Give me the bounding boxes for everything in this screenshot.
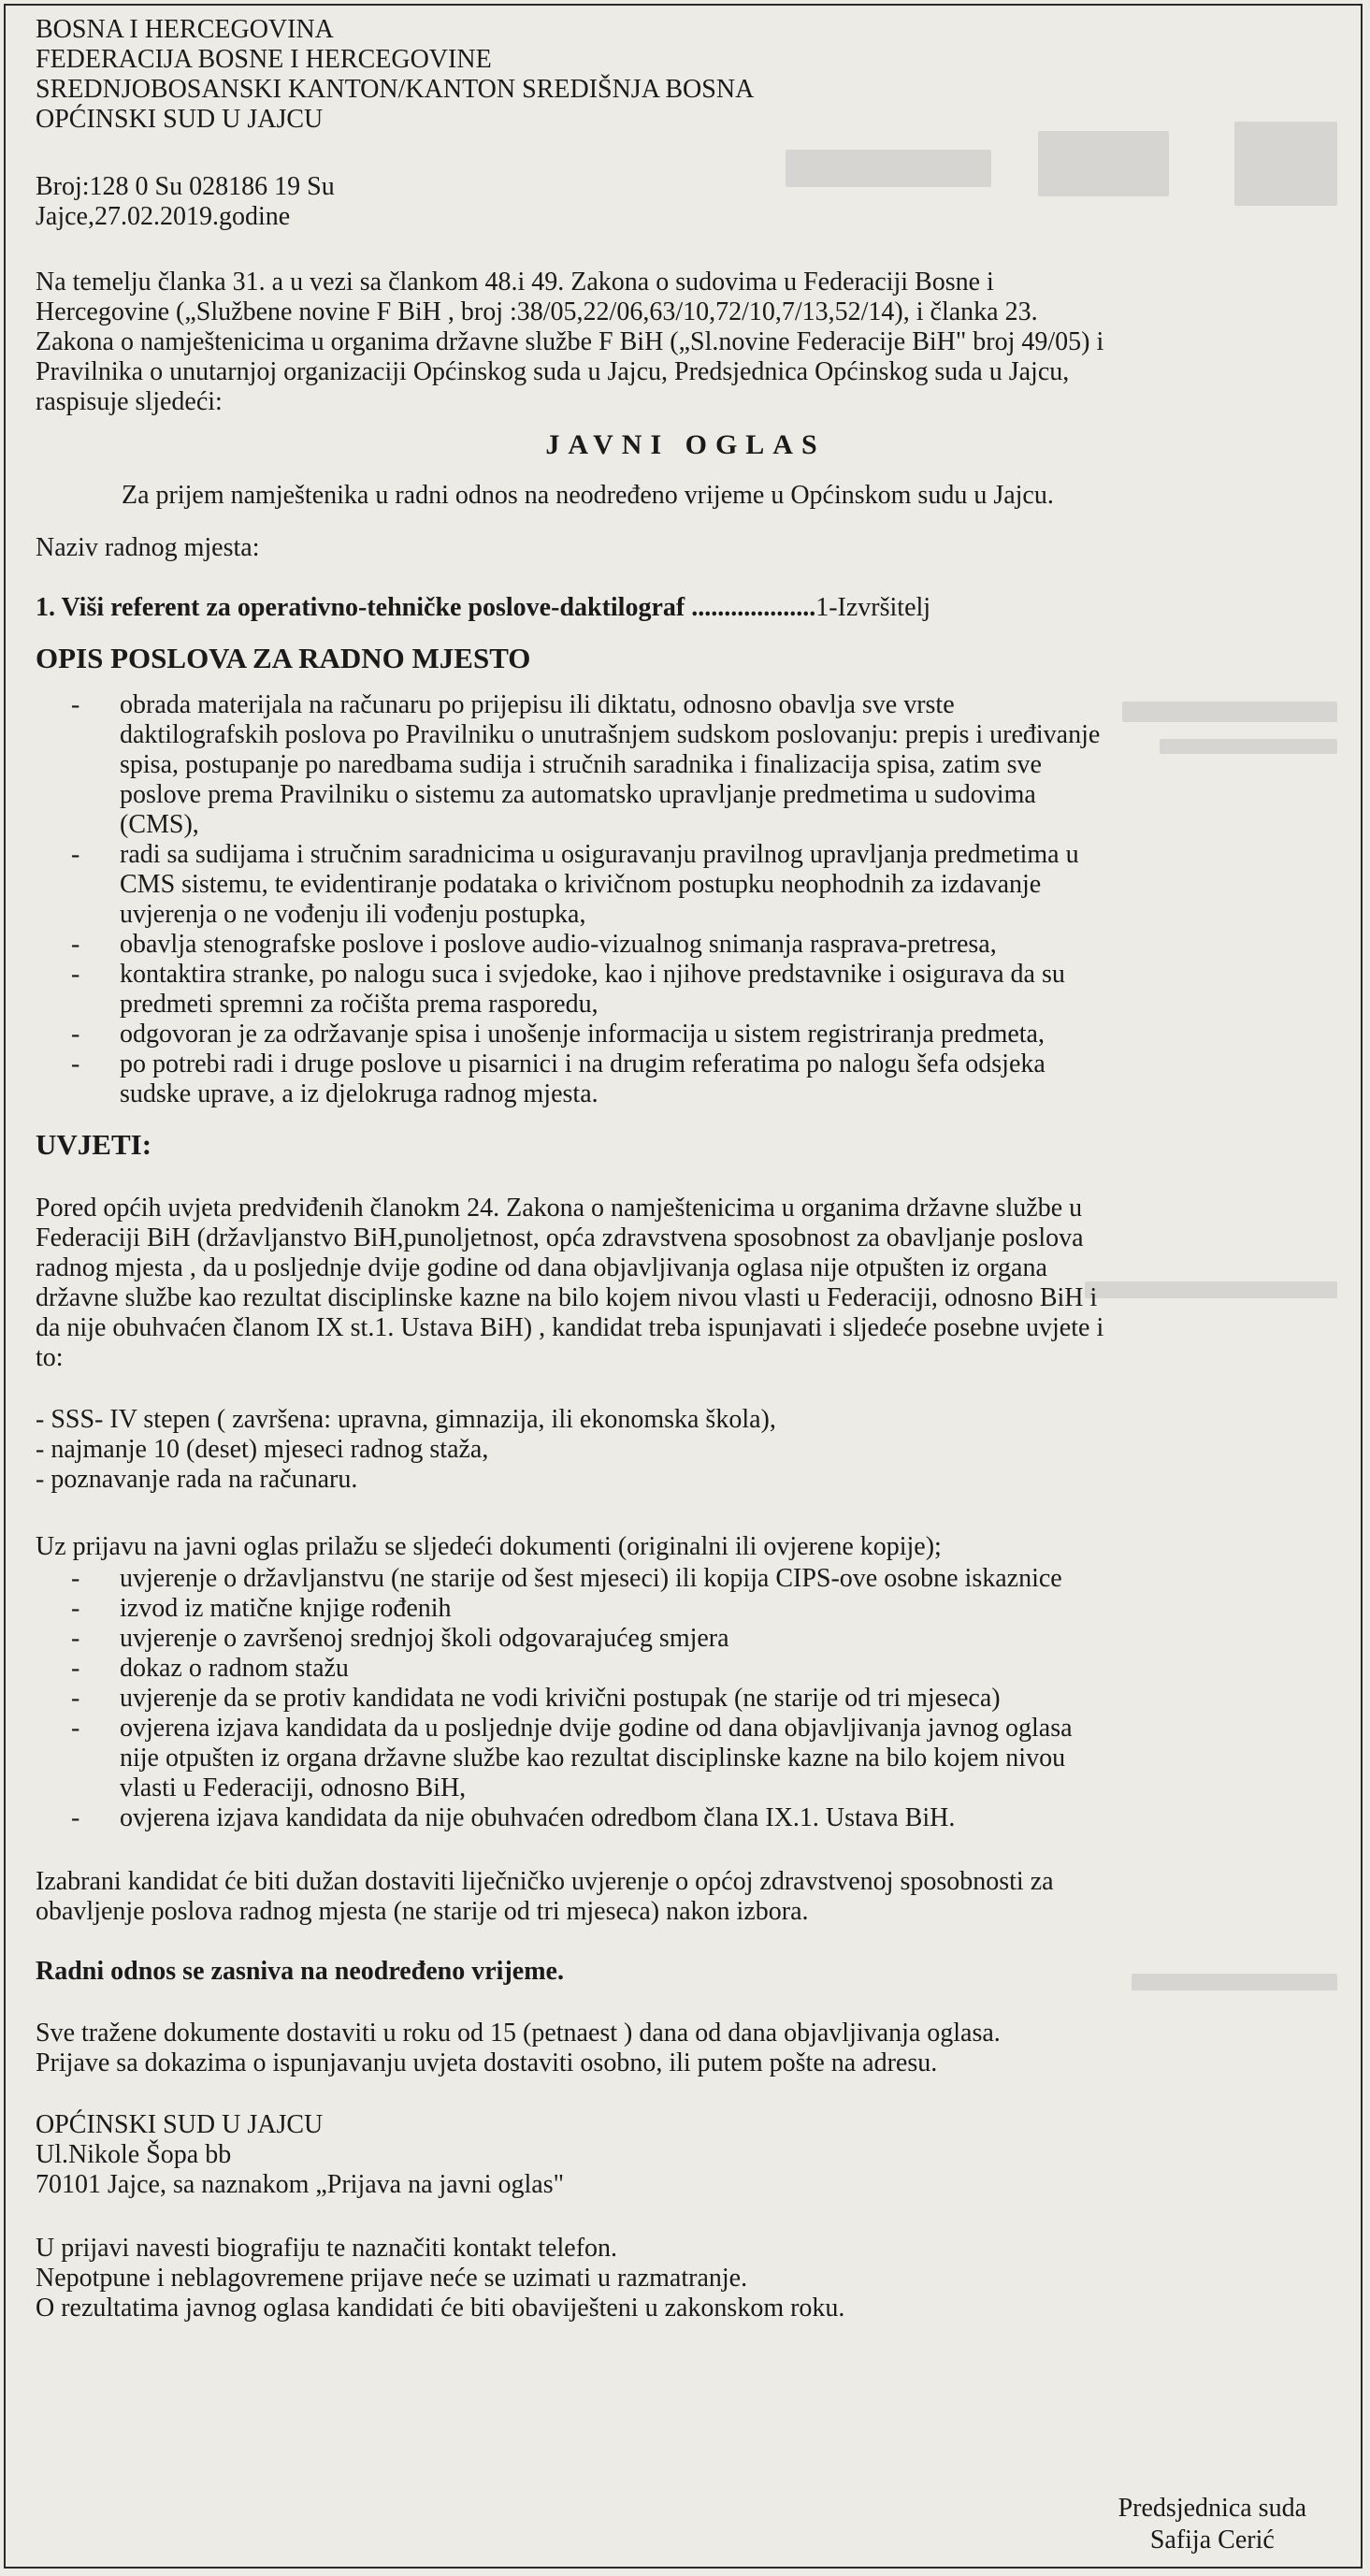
- conditions-intro: Pored općih uvjeta predviđenih članokm 24. Zakona o namještenicima u organima državne službe u Federaciji BiH (državljanstvo BiH,punoljetnost, opća zdravstvena sposobnost za obavljanje poslova radnog mjesta , da u posljednje dvije godine od dana objavljivanja oglasa nije otpušten iz organa državne službe kao rezultat disciplinske kazne na bilo kojem nivou vlasti u Federaciji, odnosno BiH i da nije obuhvaćen članom IX st.1. Ustava BiH) , kandidat treba ispunjavati i sljedeće posebne uvjete i to:: [36, 1194, 1104, 1372]
- deadline-text: Sve tražene dokumente dostaviti u roku od 15 (petnaest ) dana od dana objavljivanja oglasa. Prijave sa dokazima o ispunjavanju uvjeta dostaviti osobno, ili putem pošte na adresu.: [36, 2019, 1001, 2077]
- conditions-heading: UVJETI:: [36, 1128, 152, 1161]
- closing-line: Nepotpune i neblagovremene prijave neće se uzimati u razmatranje.: [36, 2264, 748, 2293]
- address-line: 70101 Jajce, sa naznakom „Prijava na javni oglas": [36, 2170, 565, 2199]
- intro-paragraph: Na temelju članka 31. a u vezi sa člankom 48.i 49. Zakona o sudovima u Federaciji Bosne i Hercegovine („Službene novine F BiH , broj :38/05,22/06,63/10,72/10,7/13,52/14), i članka 23. Zakona o namještenicima u organima državne službe F BiH („Sl.novine Federacije BiH" broj 49/05) i Pravilnika o unutarnjoj organizaciji Općinskog suda u Jajcu, Predsjednica Općinskog suda u Jajcu, raspisuje sljedeći:: [36, 268, 1104, 416]
- list-item: - kontaktira stranke, po nalogu suca i svjedoke, kao i njihove predstavnike i osigurava da su predmeti spremni za ročišta prema rasporedu,: [36, 960, 1335, 1020]
- reference-block: [36, 172, 1335, 232]
- list-item: - po potrebi radi i druge poslove u pisarnici i na drugim referatima po nalogu šefa odsjeka sudske uprave, a iz djelokruga radnog mjesta.: [36, 1049, 1335, 1109]
- position-dots: ...................: [691, 593, 816, 622]
- public-notice: [36, 15, 1335, 2323]
- court-header: [36, 15, 1335, 135]
- position-label: Naziv radnog mjesta:: [36, 533, 260, 562]
- position-name: 1. Viši referent za operativno-tehničke poslove-daktilograf: [36, 593, 685, 622]
- header-line: BOSNA I HERCEGOVINA: [36, 15, 334, 44]
- medical-requirement: Izabrani kandidat će biti dužan dostaviti liječničko uvjerenje o općoj zdravstvenoj sposobnosti za obavljenje poslova radnog mjesta (ne starije od tri mjeseca) nakon izbora.: [36, 1867, 1054, 1926]
- duties-heading: OPIS POSLOVA ZA RADNO MJESTO: [36, 642, 531, 674]
- list-item: - uvjerenje o završenoj srednjoj školi odgovarajućeg smjera: [36, 1624, 1335, 1654]
- list-item: - obrada materijala na računaru po prijepisu ili diktatu, odnosno obavlja sve vrste daktilografskih poslova po Pravilniku o unutrašnjem sudskom poslovanju: prepis i uređivanje spisa, postupanje po naredbama sudija i stručnih saradnika i finalizacija spisa, zatim sve poslove prema Pravilniku o sistemu za automatsko upravljanje predmetima u sudovima (CMS),: [36, 690, 1335, 840]
- duties-list: [36, 690, 1335, 1109]
- header-line: FEDERACIJA BOSNE I HERCEGOVINE: [36, 45, 492, 74]
- position-count: 1-Izvršitelj: [815, 593, 931, 622]
- mailing-address: [36, 2110, 1335, 2200]
- list-item: - ovjerena izjava kandidata da u posljednje dvije godine od dana objavljivanja javnog oglasa nije otpušten iz organa državne službe kao rezultat disciplinske kazne na bilo kojem nivou vlasti u Federaciji, odnosno BiH,: [36, 1714, 1335, 1803]
- place-date: Jajce,27.02.2019.godine: [36, 202, 291, 231]
- documents-intro: Uz prijavu na javni oglas prilažu se sljedeći dokumenti (originalni ili ovjerene kopije);: [36, 1532, 942, 1561]
- reference-number: Broj:128 0 Su 028186 19 Su: [36, 172, 335, 201]
- purpose-text: Za prijem namještenika u radni odnos na neodređeno vrijeme u Općinskom sudu u Jajcu.: [122, 481, 1054, 510]
- header-line: SREDNJOBOSANSKI KANTON/KANTON SREDIŠNJA BOSNA: [36, 75, 755, 104]
- notice-title: JAVNI OGLAS: [545, 429, 826, 460]
- list-item: - radi sa sudijama i stručnim saradnicima u osiguravanju pravilnog upravljanja predmetima u CMS sistemu, te evidentiranje podataka o krivičnom postupku neophodnih za izdavanje uvjerenja o ne vođenju ili vođenju postupka,: [36, 840, 1335, 930]
- list-item: - uvjerenje da se protiv kandidata ne vodi krivični postupak (ne starije od tri mjeseca): [36, 1684, 1335, 1714]
- list-item: - najmanje 10 (deset) mjeseci radnog staža,: [36, 1435, 489, 1464]
- special-conditions-list: [36, 1405, 1335, 1495]
- list-item: - poznavanje rada na računaru.: [36, 1465, 358, 1494]
- list-item: - dokaz o radnom stažu: [36, 1654, 1335, 1684]
- position-line: [36, 593, 1335, 623]
- list-item: - uvjerenje o državljanstvu (ne starije od šest mjeseci) ili kopija CIPS-ove osobne iskaznice: [36, 1564, 1335, 1594]
- employment-note: Radni odnos se zasniva na neodređeno vrijeme.: [36, 1957, 564, 1986]
- list-item: - ovjerena izjava kandidata da nije obuhvaćen odredbom člana IX.1. Ustava BiH.: [36, 1803, 1335, 1833]
- list-item: - odgovoran je za održavanje spisa i unošenje informacija u sistem registriranja predmeta,: [36, 1020, 1335, 1049]
- list-item: - SSS- IV stepen ( završena: upravna, gimnazija, ili ekonomska škola),: [36, 1405, 776, 1434]
- list-item: - obavlja stenografske poslove i poslove audio-vizualnog snimanja rasprava-pretresa,: [36, 930, 1335, 960]
- closing-line: U prijavi navesti biografiju te naznačiti kontakt telefon.: [36, 2234, 618, 2263]
- signature-role: Predsjednica suda: [1118, 2494, 1306, 2523]
- signature-name: Safija Cerić: [1149, 2525, 1275, 2554]
- header-line: OPĆINSKI SUD U JAJCU: [36, 105, 324, 134]
- list-item: - izvod iz matične knjige rođenih: [36, 1594, 1335, 1624]
- closing-line: O rezultatima javnog oglasa kandidati će biti obaviješteni u zakonskom roku.: [36, 2294, 845, 2323]
- signature-block: [1118, 2493, 1306, 2556]
- address-line: Ul.Nikole Šopa bb: [36, 2140, 232, 2169]
- documents-list: [36, 1564, 1335, 1833]
- address-line: OPĆINSKI SUD U JAJCU: [36, 2110, 324, 2139]
- closing-notes: [36, 2234, 1335, 2323]
